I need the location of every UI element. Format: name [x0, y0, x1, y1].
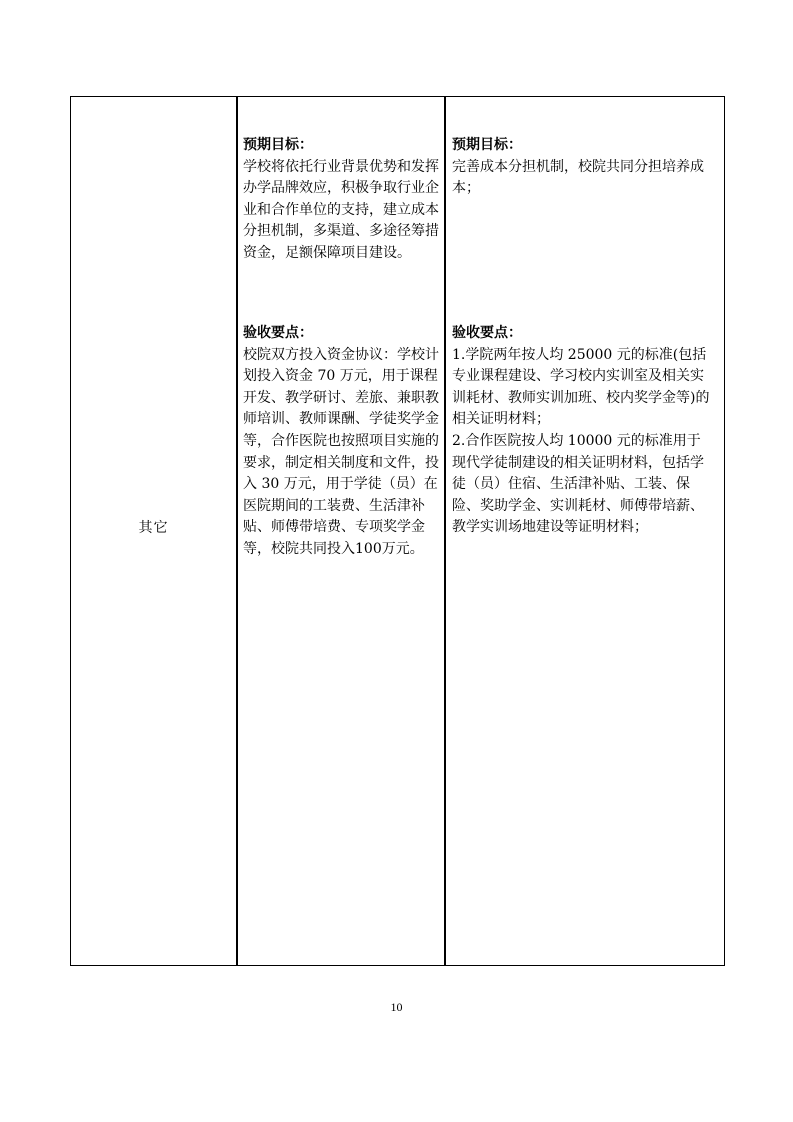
- right-acceptance-item-1: 1.学院两年按人均 25000 元的标准(包括专业课程建设、学习校内实训室及相关实训耗材、教师实训加班、校内奖学金等)的相关证明材料；: [452, 346, 710, 428]
- right-acceptance-item-2: 2.合作医院按人均 10000 元的标准用于现代学徒制建设的相关证明材料，包括学徒（员）住宿、生活津补贴、工装、保险、奖助学金、实训耗材、师傅带培薪、教学实训场地建设等证明材料；: [452, 432, 704, 536]
- page-number: 10: [390, 1000, 403, 1014]
- table: [70, 96, 725, 966]
- middle-acceptance-heading: 验收要点：: [243, 325, 313, 341]
- right-target-text: 完善成本分担机制，校院共同分担培养成本；: [452, 158, 704, 197]
- right-target-cell: [452, 135, 714, 200]
- column-divider-2: [444, 97, 446, 965]
- middle-acceptance-cell: [243, 323, 439, 561]
- right-acceptance-cell: [452, 323, 714, 539]
- middle-target-cell: [243, 135, 439, 265]
- middle-target-heading: 预期目标：: [243, 137, 313, 153]
- row-label: 其它: [138, 520, 169, 536]
- right-target-heading: 预期目标：: [452, 137, 522, 153]
- middle-target-text: 学校将依托行业背景优势和发挥办学品牌效应，积极争取行业企业和合作单位的支持，建立成本分担机制，多渠道、多途径筹措资金，足额保障项目建设。: [243, 158, 439, 261]
- middle-acceptance-text: 校院双方投入资金协议：学校计划投入资金 70 万元，用于课程开发、教学研讨、差旅、兼职教师培训、教师课酬、学徒奖学金等，合作医院也按照项目实施的要求，制定相关制度和文件，投入 30 万元，用于学徒（员）在医院期间的工装费、生活津补贴、师傅带培费、专项奖学金等，校院共同投入100万元。: [243, 346, 439, 557]
- column-divider-1: [236, 97, 238, 965]
- right-acceptance-heading: 验收要点：: [452, 325, 522, 341]
